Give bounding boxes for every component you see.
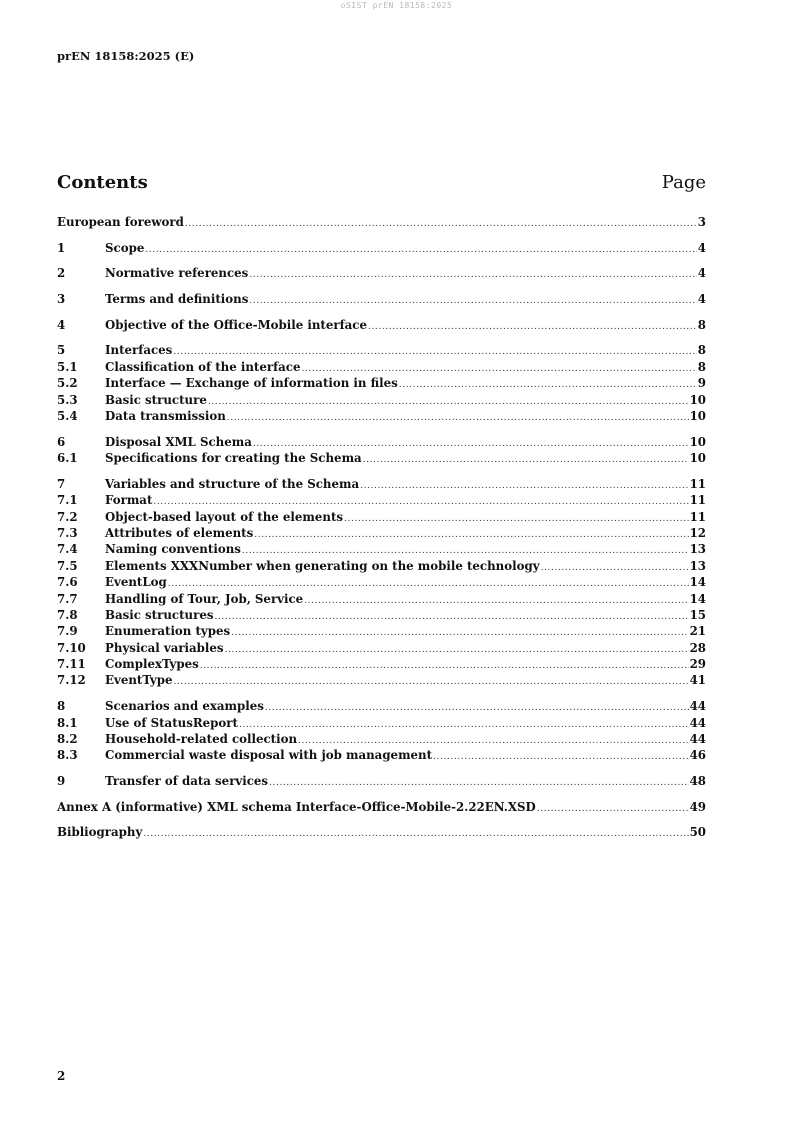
toc-entry-page: 4	[697, 266, 706, 281]
toc-entry-title: Terms and definitions	[105, 292, 249, 307]
toc-leader-dots	[265, 700, 689, 714]
toc-leader-dots	[249, 293, 696, 307]
toc-entry-title: Classification of the interface	[105, 359, 301, 374]
toc-entry-page: 28	[689, 640, 706, 655]
toc-entry[interactable]	[57, 375, 706, 391]
toc-leader-dots	[269, 775, 689, 789]
toc-entry[interactable]	[57, 656, 706, 672]
toc-leader-dots	[200, 658, 689, 672]
toc-leader-dots	[168, 576, 689, 590]
toc-leader-dots	[304, 593, 688, 607]
toc-leader-dots	[298, 733, 689, 747]
toc-entry-number: 7.10	[57, 640, 86, 655]
toc-entry[interactable]	[57, 317, 706, 333]
toc-entry-number: 2	[57, 266, 66, 281]
toc-entry-page: 10	[689, 434, 706, 449]
toc-entry-title: Format	[105, 493, 153, 508]
toc-entry-page: 46	[689, 748, 706, 763]
toc-leader-dots	[173, 344, 696, 358]
toc-entry[interactable]	[57, 715, 706, 731]
toc-entry-page: 44	[689, 731, 706, 746]
document-id: prEN 18158:2025 (E)	[57, 49, 195, 63]
toc-entry-title: Disposal XML Schema	[105, 434, 252, 449]
toc-entry-page: 4	[697, 240, 706, 255]
watermark: oSIST prEN 18158:2025	[340, 1, 453, 10]
toc-entry-page: 4	[697, 292, 706, 307]
toc-entry[interactable]	[57, 591, 706, 607]
toc-entry[interactable]	[57, 265, 706, 281]
toc-leader-dots	[302, 361, 697, 375]
toc-entry-number: 7.5	[57, 558, 78, 573]
toc-entry-number: 8	[57, 699, 66, 714]
toc-entry-page: 11	[689, 493, 706, 508]
toc-entry-number: 5.4	[57, 409, 78, 423]
toc-entry[interactable]	[57, 672, 706, 688]
toc-leader-dots	[399, 377, 697, 391]
toc-entry[interactable]	[57, 558, 706, 574]
toc-entry-number: 5.2	[57, 376, 78, 391]
toc-entry-number: 7	[57, 476, 66, 491]
toc-entry-number: 9	[57, 774, 66, 788]
toc-entry-page: 11	[689, 509, 706, 524]
toc-entry[interactable]	[57, 607, 706, 623]
toc-entry-number: 8.1	[57, 715, 78, 730]
toc-entry-title: European foreword	[57, 215, 184, 229]
toc-leader-dots	[208, 394, 689, 408]
toc-entry-page: 44	[689, 699, 706, 714]
toc-entry-page: 8	[697, 359, 706, 374]
toc-entry[interactable]	[57, 450, 706, 466]
toc-entry-title: EventLog	[105, 575, 167, 590]
toc-entry[interactable]	[57, 623, 706, 639]
toc-entry-page: 14	[689, 591, 706, 606]
toc-entry-title: Scenarios and examples	[105, 699, 264, 714]
toc-leader-dots	[225, 642, 689, 656]
toc-leader-dots	[368, 319, 697, 333]
toc-entry[interactable]	[57, 291, 706, 307]
toc-entry-title: Data transmission	[105, 409, 226, 423]
toc-leader-dots	[185, 216, 697, 230]
toc-entry[interactable]	[57, 773, 706, 789]
toc-entry-page: 8	[697, 317, 706, 332]
toc-entry[interactable]	[57, 509, 706, 525]
toc-entry-page: 13	[689, 558, 706, 573]
toc-entry-number: 8.3	[57, 748, 78, 763]
toc-entry-title: Annex A (informative) XML schema Interface-Office-Mobile-2.22EN.XSD	[57, 799, 536, 814]
toc-entry-number: 7.9	[57, 624, 78, 639]
toc-entry-number: 5.3	[57, 392, 78, 407]
toc-entry[interactable]	[57, 342, 706, 358]
toc-leader-dots	[242, 543, 689, 557]
toc-entry-title: EventType	[105, 673, 173, 688]
toc-entry-page: 3	[697, 215, 706, 229]
toc-entry-page: 41	[689, 673, 706, 688]
toc-entry-page: 49	[689, 799, 706, 814]
toc-entry-title: Interfaces	[105, 343, 173, 358]
toc-entry-number: 7.7	[57, 591, 78, 606]
toc-entry-page: 10	[689, 409, 706, 423]
toc-entry-page: 13	[689, 542, 706, 557]
toc-entry[interactable]	[57, 824, 706, 840]
toc-leader-dots	[249, 267, 696, 281]
toc-entry-title: Normative references	[105, 266, 249, 281]
toc-entry[interactable]	[57, 408, 706, 424]
toc-entry-title: Basic structure	[105, 392, 207, 407]
toc-entry-page: 48	[689, 774, 706, 788]
toc-entry-page: 12	[689, 525, 706, 540]
toc-leader-dots	[344, 511, 689, 525]
contents-header	[57, 172, 706, 196]
toc-entry-number: 7.3	[57, 525, 78, 540]
toc-entry-title: Interface — Exchange of information in files	[105, 376, 398, 391]
toc-entry-title: Attributes of elements	[105, 525, 254, 540]
toc-entry-title: Bibliography	[57, 825, 143, 840]
toc-entry[interactable]	[57, 240, 706, 256]
toc-entry-number: 7.6	[57, 575, 78, 590]
toc-leader-dots	[173, 674, 688, 688]
toc-entry[interactable]	[57, 434, 706, 450]
toc-entry-title: Household-related collection	[105, 731, 298, 746]
toc-leader-dots	[433, 749, 688, 763]
toc-leader-dots	[214, 609, 688, 623]
toc-entry-number: 6	[57, 434, 66, 449]
page-number: 2	[57, 1069, 66, 1083]
toc-entry-title: Scope	[105, 240, 145, 255]
toc-leader-dots	[537, 801, 689, 815]
toc-entry-number: 7.11	[57, 657, 86, 672]
toc-entry-page: 8	[697, 343, 706, 358]
toc-entry-title: Physical variables	[105, 640, 224, 655]
toc-entry[interactable]	[57, 359, 706, 375]
toc-entry-number: 8.2	[57, 731, 78, 746]
page-column-label: Page	[661, 172, 706, 193]
toc-leader-dots	[254, 527, 688, 541]
toc-entry[interactable]	[57, 541, 706, 557]
toc-entry-number: 7.8	[57, 607, 78, 622]
toc-entry[interactable]	[57, 525, 706, 541]
toc-entry-number: 6.1	[57, 451, 78, 466]
toc-entry-page: 10	[689, 451, 706, 466]
toc-entry-page: 9	[697, 376, 706, 391]
toc-leader-dots	[227, 410, 689, 424]
toc-entry-page: 14	[689, 575, 706, 590]
toc-entry-title: Object-based layout of the elements	[105, 509, 344, 524]
toc-entry-page: 50	[689, 825, 706, 840]
toc-entry-title: Enumeration types	[105, 624, 231, 639]
toc-entry-title: Specifications for creating the Schema	[105, 451, 362, 466]
toc-entry-number: 7.12	[57, 673, 86, 688]
contents-title: Contents	[57, 172, 148, 193]
toc-entry-title: Basic structures	[105, 607, 214, 622]
toc-entry-page: 44	[689, 715, 706, 730]
toc-entry[interactable]	[57, 640, 706, 656]
toc-entry-title: Handling of Tour, Job, Service	[105, 591, 304, 606]
toc-entry[interactable]	[57, 698, 706, 714]
toc-leader-dots	[363, 452, 689, 466]
toc-leader-dots	[231, 625, 688, 639]
toc-entry[interactable]	[57, 731, 706, 747]
table-of-contents	[57, 214, 706, 841]
toc-entry-title: Naming conventions	[105, 542, 241, 557]
toc-entry-number: 4	[57, 317, 66, 332]
toc-leader-dots	[239, 717, 689, 731]
toc-entry-title: Commercial waste disposal with job management	[105, 748, 433, 763]
toc-entry[interactable]	[57, 214, 706, 230]
toc-leader-dots	[145, 242, 696, 256]
toc-entry-page: 29	[689, 657, 706, 672]
toc-entry-page: 10	[689, 392, 706, 407]
toc-entry[interactable]	[57, 574, 706, 590]
toc-entry-number: 7.2	[57, 509, 78, 524]
toc-entry-number: 1	[57, 240, 66, 255]
toc-entry-number: 3	[57, 292, 66, 307]
toc-entry[interactable]	[57, 492, 706, 508]
toc-entry-title: Use of StatusReport	[105, 715, 238, 730]
toc-entry-title: ComplexTypes	[105, 657, 199, 672]
toc-entry-page: 21	[689, 624, 706, 639]
toc-entry[interactable]	[57, 392, 706, 408]
toc-entry-page: 15	[689, 607, 706, 622]
toc-leader-dots	[143, 826, 688, 840]
toc-entry-page: 11	[689, 476, 706, 491]
toc-entry-number: 7.1	[57, 493, 78, 508]
toc-entry[interactable]	[57, 747, 706, 763]
toc-entry[interactable]	[57, 799, 706, 815]
toc-leader-dots	[541, 560, 689, 574]
toc-entry-title: Objective of the Office-Mobile interface	[105, 317, 367, 332]
toc-entry-title: Elements XXXNumber when generating on the mobile technology	[105, 558, 540, 573]
toc-entry-number: 5	[57, 343, 66, 358]
toc-entry-number: 5.1	[57, 359, 78, 374]
toc-leader-dots	[253, 436, 689, 450]
toc-entry[interactable]	[57, 476, 706, 492]
toc-entry-title: Transfer of data services	[105, 774, 269, 788]
toc-leader-dots	[360, 478, 688, 492]
toc-entry-number: 7.4	[57, 542, 78, 557]
toc-leader-dots	[153, 494, 688, 508]
toc-entry-title: Variables and structure of the Schema	[105, 476, 360, 491]
